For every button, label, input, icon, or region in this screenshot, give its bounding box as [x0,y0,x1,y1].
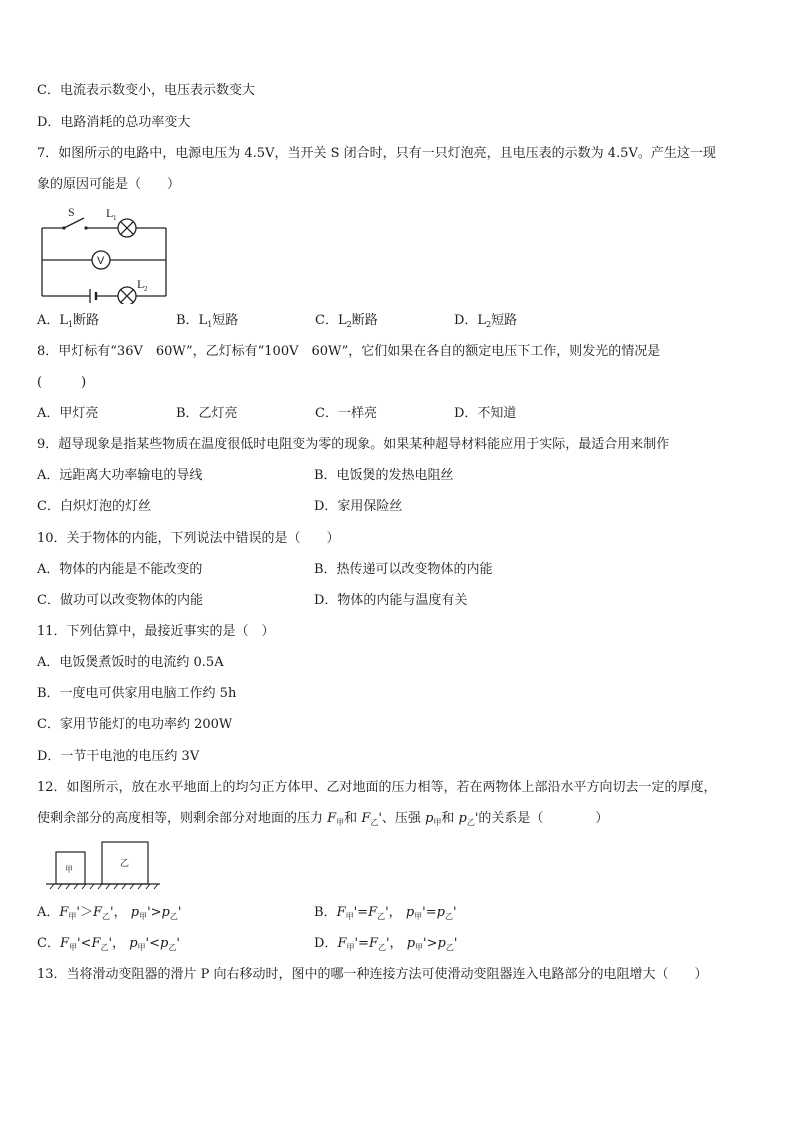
q10-option-c: C．做功可以改变物体的内能 [37,593,203,608]
q9-stem: 9．超导现象是指某些物质在温度很低时电阻变为零的现象。如果某种超导材料能应用于实际，最适合用来制作 [37,437,670,452]
block-jia-label: 甲 [65,865,73,874]
q12-option-a: A．$F_甲'>F_乙'$， $p_甲'>p_乙'$ [37,905,182,921]
q8-option-d: D．不知道 [454,406,517,421]
lamp-l1-label: L [106,206,114,220]
q11-option-b: B．一度电可供家用电脑工作约 5h [37,686,237,701]
lamp-l2-label: L [137,277,145,291]
q12-stem-line-2: 使剩余部分的高度相等，则剩余部分对地面的压力 $F_甲$和 $F_乙'$、压强 $p_甲$和 $p_乙'$的关系是（ ） [37,811,609,827]
q11-option-a: A．电饭煲煮饭时的电流约 0.5A [37,655,224,670]
q7-stem-line-1: 7．如图所示的电路中，电源电压为 4.5V，当开关 S 闭合时，只有一只灯泡亮，且电压表的示数为 4.5V。产生这一现 [37,146,716,161]
lamp-l1-subscript: 1 [113,214,117,222]
q10-option-a: A．物体的内能是不能改变的 [37,562,203,577]
q12-option-b: B．$F_甲'=F_乙'$， $p_甲'=p_乙'$ [314,905,457,921]
q9-option-b: B．电饭煲的发热电阻丝 [314,468,454,483]
q6-option-c: C．电流表示数变小，电压表示数变大 [37,83,255,98]
q13-stem: 13．当将滑动变阻器的滑片 P 向右移动时，图中的哪一种连接方法可使滑动变阻器连入电路部分的电阻增大（ ） [37,967,708,982]
q9-option-a: A．远距离大功率输电的导线 [37,468,203,483]
q12-stem-line-1: 12．如图所示，放在水平地面上的均匀正方体甲、乙对地面的压力相等，若在两物体上部沿水平方向切去一定的厚度， [37,780,717,795]
q6-option-d: D．电路消耗的总功率变大 [37,115,191,130]
q7-option-d: D．$L_2$短路 [454,313,518,329]
voltmeter-label: V [97,255,105,267]
q7-option-a: A．$L_1$断路 [37,313,100,329]
q10-option-d: D．物体的内能与温度有关 [314,593,468,608]
block-yi-label: 乙 [120,859,130,869]
q12-option-d: D．$F_甲'=F_乙'$， $p_甲'>p_乙'$ [314,936,458,952]
q11-option-c: C．家用节能灯的电功率约 200W [37,717,233,732]
q9-option-c: C．白炽灯泡的灯丝 [37,499,151,514]
lamp-l2-subscript: 2 [144,285,148,293]
switch-blade [64,218,84,228]
q8-option-a: A．甲灯亮 [37,406,99,421]
q8-stem-line-1: 8．甲灯标有“36V 60W”，乙灯标有“100V 60W”，它们如果在各自的额定电压下工作，则发光的情况是 [37,344,661,359]
q7-stem-line-2: 象的原因可能是（ ） [37,177,181,192]
q12-option-c: C．$F_甲'<F_乙'$， $p_甲'<p_乙'$ [37,936,180,952]
q11-stem: 11．下列估算中，最接近事实的是（ ） [37,624,275,639]
q11-option-d: D．一节干电池的电压约 3V [37,749,200,764]
q10-option-b: B．热传递可以改变物体的内能 [314,562,493,577]
q10-stem: 10．关于物体的内能，下列说法中错误的是（ ） [37,531,340,546]
switch-label: S [68,205,75,219]
q7-circuit-diagram [38,204,178,304]
q12-blocks-figure [44,840,164,890]
q8-option-b: B．乙灯亮 [176,406,238,421]
q8-option-c: C．一样亮 [315,406,377,421]
q9-option-d: D．家用保险丝 [314,499,403,514]
q8-stem-line-2: ( ) [37,375,87,390]
q7-option-b: B．$L_1$短路 [176,313,239,329]
q7-option-c: C．$L_2$断路 [315,313,378,329]
